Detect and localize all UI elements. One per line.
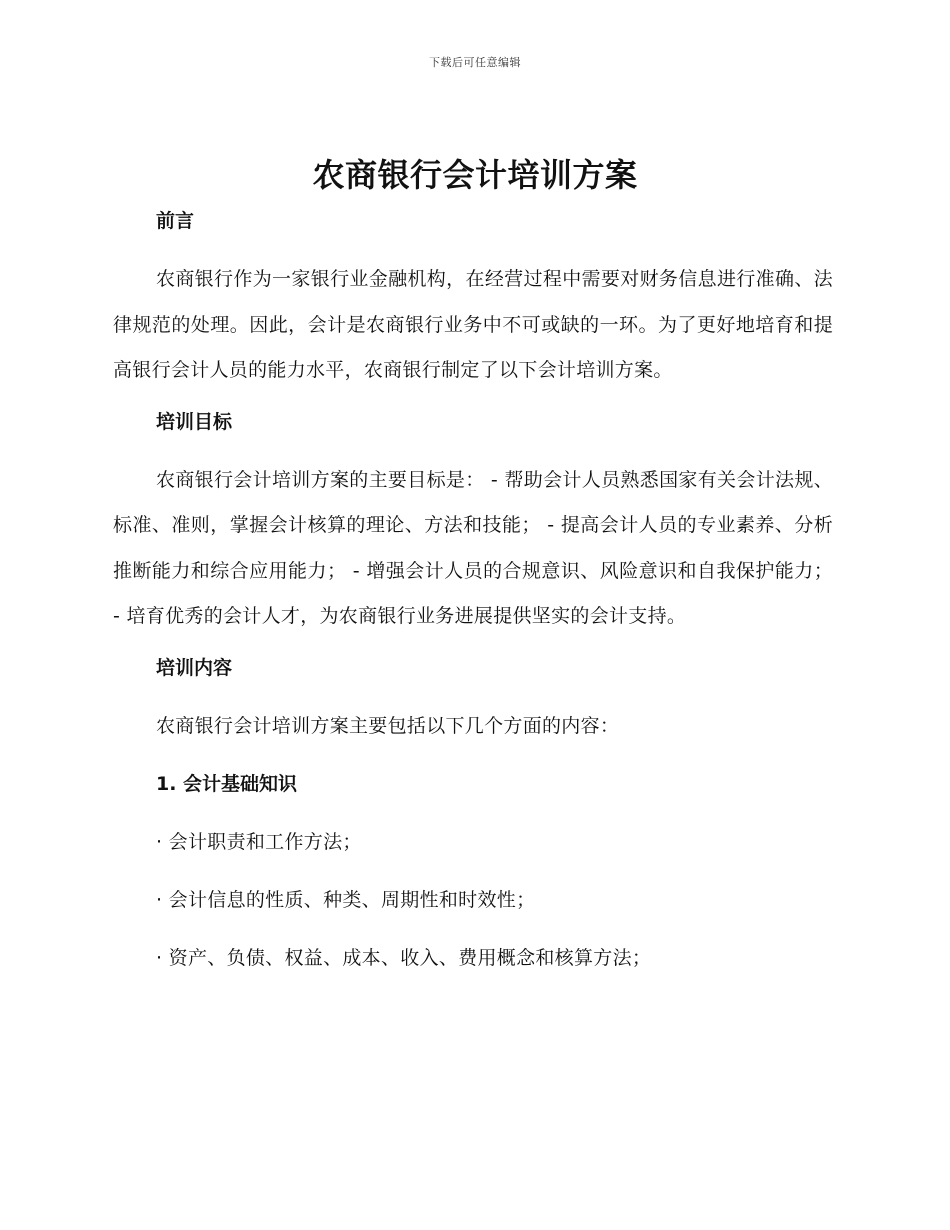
header-note: 下载后可任意编辑 [429,56,521,69]
content-intro: 农商银行会计培训方案主要包括以下几个方面的内容： [156,714,620,737]
preface-text: 农商银行作为一家银行业金融机构，在经营过程中需要对财务信息进行准确、法律规范的处理。因此，会计是农商银行业务中不可或缺的一环。为了更好地培育和提高银行会计人员的能力水平，农商银行制定了以下会计培训方案。 [113,268,833,381]
goals-text: 农商银行会计培训方案的主要目标是： - 帮助会计人员熟悉国家有关会计法规、标准、准则，掌握会计核算的理论、方法和技能； - 提高会计人员的专业素养、分析推断能力和综合应用能力； - 增强会计人员的合规意识、风险意识和自我保护能力； - 培育优秀的会计人才，为农商银行业务进展提供坚实的会计支持。 [113,468,833,627]
bullet-item: · 资产、负债、权益、成本、收入、费用概念和核算方法； [156,946,652,969]
document-title: 农商银行会计培训方案 [312,156,638,194]
item1-heading: 1. 会计基础知识 [156,772,298,795]
preface-heading: 前言 [156,210,195,232]
bullet-item: · 会计职责和工作方法； [156,830,362,853]
bullet-item: · 会计信息的性质、种类、周期性和时效性； [156,888,536,911]
document-body [113,205,833,974]
content-heading: 培训内容 [156,656,233,679]
goals-heading: 培训目标 [156,410,233,433]
